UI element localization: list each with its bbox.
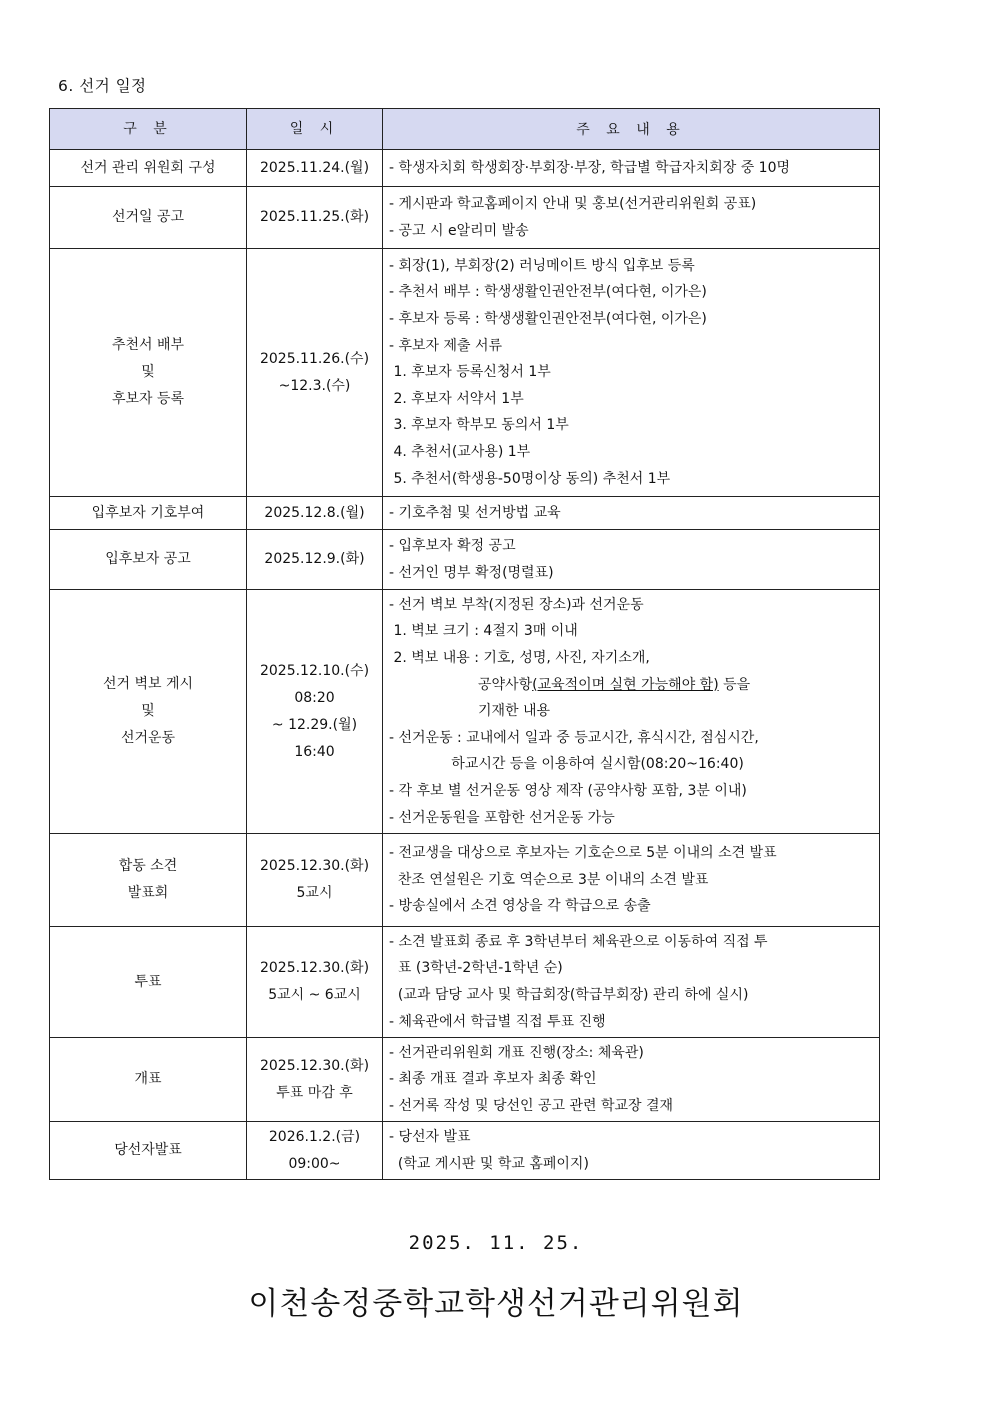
date-line: 2025.11.26.(수) bbox=[259, 350, 370, 367]
row-category bbox=[50, 1038, 247, 1122]
row-category bbox=[50, 249, 247, 497]
content-line: - 선거관리위원회 개표 진행(장소: 체육관) bbox=[389, 1044, 644, 1061]
category-line: 추천서 배부 bbox=[111, 337, 185, 353]
category-line: 합동 소견 bbox=[118, 858, 178, 874]
content-line: (학교 게시판 및 학교 홈페이지) bbox=[389, 1155, 589, 1172]
content-line: - 당선자 발표 bbox=[389, 1128, 471, 1145]
category-line: 발표회 bbox=[127, 885, 169, 901]
date-line: 2025.12.30.(화) bbox=[259, 1057, 370, 1074]
table-row bbox=[50, 927, 880, 1038]
pledge-underlined: (교육적이며 실현 가능해야 함) bbox=[532, 676, 719, 693]
content-line: - 입후보자 확정 공고 bbox=[389, 537, 516, 554]
row-date bbox=[247, 187, 383, 249]
date-line: 2025.12.30.(화) bbox=[259, 960, 370, 976]
date-line: 2026.1.2.(금) bbox=[268, 1128, 361, 1145]
content-line: 표 (3학년-2학년-1학년 순) bbox=[389, 960, 563, 977]
footer-date: 2025. 11. 25. bbox=[408, 1232, 584, 1254]
table-row bbox=[50, 249, 880, 497]
content-line: 기재한 내용 bbox=[389, 703, 551, 720]
row-content bbox=[383, 249, 880, 497]
row-content bbox=[383, 1122, 880, 1180]
category-line: 입후보자 기호부여 bbox=[91, 504, 205, 521]
table-row bbox=[50, 187, 880, 249]
row-date bbox=[247, 497, 383, 530]
header-date: 일 시 bbox=[247, 109, 383, 150]
content-line: - 공고 시 e알리미 발송 bbox=[389, 222, 529, 239]
content-line: (교과 담당 교사 및 학급회장(학급부회장) 관리 하에 실시) bbox=[389, 987, 749, 1003]
content-line: - 선거록 작성 및 당선인 공고 관련 학교장 결재 bbox=[389, 1097, 674, 1114]
date-line: 2025.12.9.(화) bbox=[264, 551, 365, 567]
content-line: - 방송실에서 소견 영상을 각 학급으로 송출 bbox=[389, 898, 651, 915]
date-line: 2025.12.10.(수) bbox=[259, 662, 370, 679]
category-line: 선거 벽보 게시 bbox=[102, 676, 194, 692]
date-line: 5교시 ~ 6교시 bbox=[268, 987, 361, 1003]
row-content bbox=[383, 834, 880, 927]
content-line: - 최종 개표 결과 후보자 최종 확인 bbox=[389, 1071, 597, 1088]
category-line: 및 bbox=[141, 364, 155, 380]
row-content bbox=[383, 187, 880, 249]
category-line: 선거 관리 위원회 구성 bbox=[80, 159, 216, 176]
row-date bbox=[247, 1038, 383, 1122]
table-row bbox=[50, 530, 880, 590]
content-line: - 각 후보 별 선거운동 영상 제작 (공약사항 포함, 3분 이내) bbox=[389, 782, 747, 799]
content-line: - 추천서 배부 : 학생생활인권안전부(여다현, 이가은) bbox=[389, 284, 707, 301]
row-category bbox=[50, 187, 247, 249]
row-date bbox=[247, 530, 383, 590]
table-row bbox=[50, 1038, 880, 1122]
date-line: ~12.3.(수) bbox=[278, 377, 351, 394]
content-line: 2. 후보자 서약서 1부 bbox=[389, 390, 524, 407]
row-category bbox=[50, 150, 247, 187]
header-content: 주 요 내 용 bbox=[383, 109, 880, 150]
date-line: 2025.11.25.(화) bbox=[259, 209, 370, 225]
date-line: 16:40 bbox=[294, 743, 335, 760]
content-line: 3. 후보자 학부모 동의서 1부 bbox=[389, 417, 569, 434]
content-line: - 전교생을 대상으로 후보자는 기호순으로 5분 이내의 소견 발표 bbox=[389, 845, 777, 862]
content-line: - 선거인 명부 확정(명렬표) bbox=[389, 564, 554, 581]
content-line: - 소견 발표회 종료 후 3학년부터 체육관으로 이동하여 직접 투 bbox=[389, 933, 768, 950]
table-row bbox=[50, 1122, 880, 1180]
table-row bbox=[50, 497, 880, 530]
content-line: - 후보자 등록 : 학생생활인권안전부(여다현, 이가은) bbox=[389, 311, 707, 328]
date-line: 2025.11.24.(월) bbox=[259, 159, 370, 176]
content-line: - 학생자치회 학생회장·부회장·부장, 학급별 학급자치회장 중 10명 bbox=[389, 159, 791, 176]
row-category bbox=[50, 1122, 247, 1180]
date-line: 5교시 bbox=[296, 885, 333, 901]
row-date bbox=[247, 249, 383, 497]
category-line: 개표 bbox=[134, 1071, 162, 1087]
row-category bbox=[50, 834, 247, 927]
category-line: 및 bbox=[141, 703, 155, 719]
date-line: 2025.12.8.(월) bbox=[264, 504, 365, 521]
table-header-row bbox=[50, 109, 880, 150]
table-row bbox=[50, 590, 880, 834]
category-line: 당선자발표 bbox=[114, 1142, 182, 1158]
content-line: 하교시간 등을 이용하여 실시함(08:20~16:40) bbox=[389, 756, 744, 773]
content-line: - 선거 벽보 부착(지정된 장소)과 선거운동 bbox=[389, 596, 644, 613]
date-line: 09:00~ bbox=[288, 1155, 341, 1172]
content-line: 1. 벽보 크기 : 4절지 3매 이내 bbox=[389, 623, 578, 640]
row-content bbox=[383, 150, 880, 187]
footer-organization: 이천송정중학교학생선거관리위원회 bbox=[248, 1286, 744, 1322]
section-title: 6. 선거 일정 bbox=[58, 77, 147, 95]
content-line: 4. 추천서(교사용) 1부 bbox=[389, 443, 531, 460]
election-schedule-table bbox=[49, 108, 880, 1180]
content-line: 5. 추천서(학생용-50명이상 동의) 추천서 1부 bbox=[389, 470, 671, 487]
category-line: 투표 bbox=[134, 973, 162, 990]
content-line: - 체육관에서 학급별 직접 투표 진행 bbox=[389, 1013, 606, 1030]
row-content bbox=[383, 530, 880, 590]
content-line: - 선거운동 : 교내에서 일과 중 등교시간, 휴식시간, 점심시간, bbox=[389, 729, 759, 746]
row-category bbox=[50, 590, 247, 834]
row-date bbox=[247, 927, 383, 1038]
content-line: 찬조 연설원은 기호 역순으로 3분 이내의 소견 발표 bbox=[389, 871, 709, 888]
pledge-after: 등을 bbox=[718, 676, 751, 693]
row-date bbox=[247, 1122, 383, 1180]
row-content bbox=[383, 590, 880, 834]
row-date bbox=[247, 150, 383, 187]
row-content bbox=[383, 1038, 880, 1122]
content-line-pledge bbox=[389, 672, 873, 699]
date-line: 08:20 bbox=[294, 689, 335, 706]
category-line: 선거운동 bbox=[120, 730, 176, 746]
date-line: 2025.12.30.(화) bbox=[259, 858, 370, 874]
table-body bbox=[50, 150, 880, 1180]
content-line: - 회장(1), 부회장(2) 러닝메이트 방식 입후보 등록 bbox=[389, 257, 695, 274]
content-line: - 선거운동원을 포함한 선거운동 가능 bbox=[389, 809, 615, 826]
row-content bbox=[383, 927, 880, 1038]
row-content bbox=[383, 497, 880, 530]
header-category: 구 분 bbox=[50, 109, 247, 150]
date-line: 투표 마감 후 bbox=[276, 1084, 353, 1101]
row-category bbox=[50, 530, 247, 590]
row-category bbox=[50, 497, 247, 530]
row-date bbox=[247, 590, 383, 834]
content-line: - 게시판과 학교홈페이지 안내 및 홍보(선거관리위원회 공표) bbox=[389, 195, 757, 212]
pledge-before: 공약사항 bbox=[389, 676, 533, 693]
category-line: 입후보자 공고 bbox=[105, 551, 191, 567]
category-line: 후보자 등록 bbox=[111, 391, 185, 407]
content-line: 1. 후보자 등록신청서 1부 bbox=[389, 364, 551, 381]
category-line: 선거일 공고 bbox=[111, 209, 185, 225]
content-line: - 후보자 제출 서류 bbox=[389, 337, 503, 354]
row-date bbox=[247, 834, 383, 927]
table-row bbox=[50, 834, 880, 927]
content-line: - 기호추첨 및 선거방법 교육 bbox=[389, 504, 561, 521]
table-row bbox=[50, 150, 880, 187]
content-line: 2. 벽보 내용 : 기호, 성명, 사진, 자기소개, bbox=[389, 650, 650, 667]
date-line: ~ 12.29.(월) bbox=[271, 716, 358, 733]
row-category bbox=[50, 927, 247, 1038]
